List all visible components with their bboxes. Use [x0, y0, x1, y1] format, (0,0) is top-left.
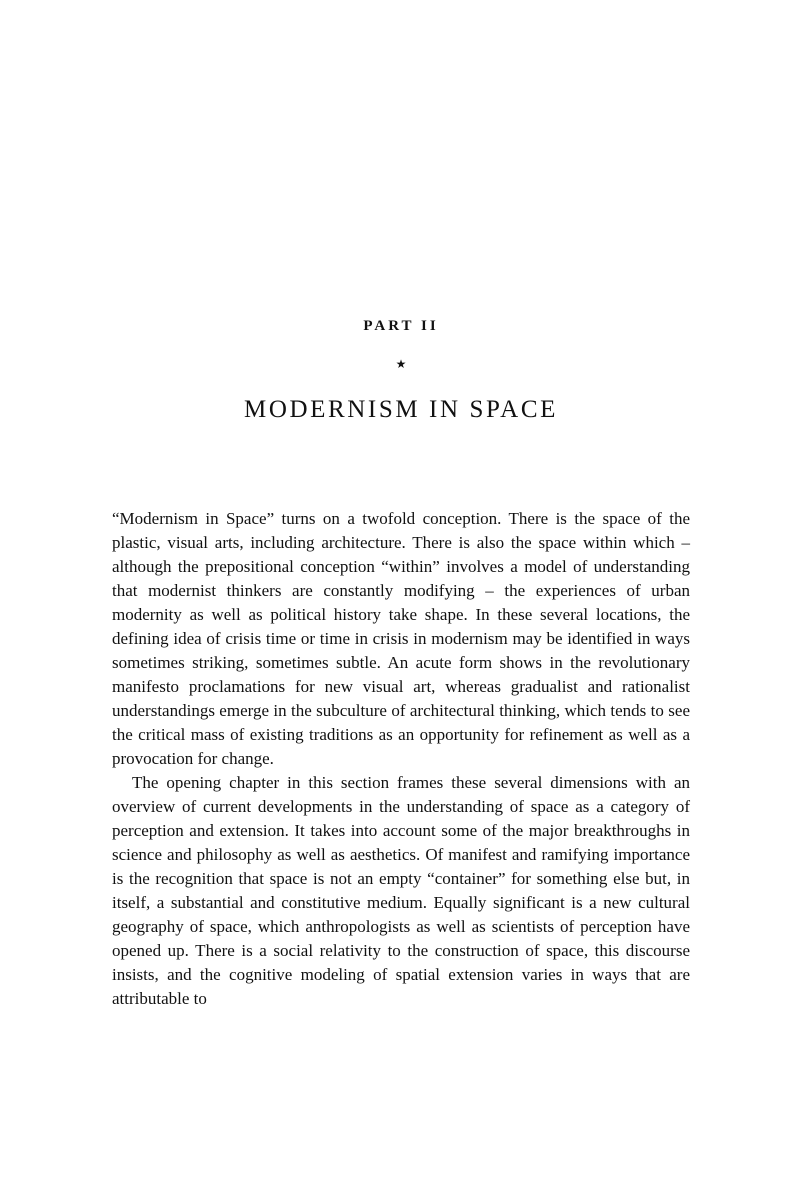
- star-ornament-icon: ★: [395, 357, 407, 371]
- body-text: [112, 507, 690, 1011]
- paragraph-opening-chapter: The opening chapter in this section frames these several dimensions with an overview of current developments in the understanding of space as a category of perception and extension. It takes into account some of the major breakthroughs in science and philosophy as well as aesthetics. Of manifest and ramifying importance is the recognition that space is not an empty “container” for something else but, in itself, a substantial and constitutive medium. Equally significant is a new cultural geography of space, which anthropologists as well as scientists of perception have opened up. There is a social relativity to the construction of space, this discourse insists, and the cognitive modeling of spatial extension varies in ways that are attributable to: [112, 773, 690, 1008]
- part-title: MODERNISM IN SPACE: [244, 396, 558, 423]
- part-number: PART II: [363, 318, 439, 334]
- paragraph-intro: “Modernism in Space” turns on a twofold conception. There is the space of the plastic, visual arts, including architecture. There is also the space within which – although the prepositional conception “within” involves a model of understanding that modernist thinkers are constantly modifying – the experiences of urban modernity as well as political history take shape. In these several locations, the defining idea of crisis time or time in crisis in modernism may be identified in ways sometimes striking, sometimes subtle. An acute form shows in the revolutionary manifesto proclamations for new visual art, whereas gradualist and rationalist understandings emerge in the subculture of architectural thinking, which tends to see the critical mass of existing traditions as an opportunity for refinement as well as a provocation for change.: [112, 509, 690, 768]
